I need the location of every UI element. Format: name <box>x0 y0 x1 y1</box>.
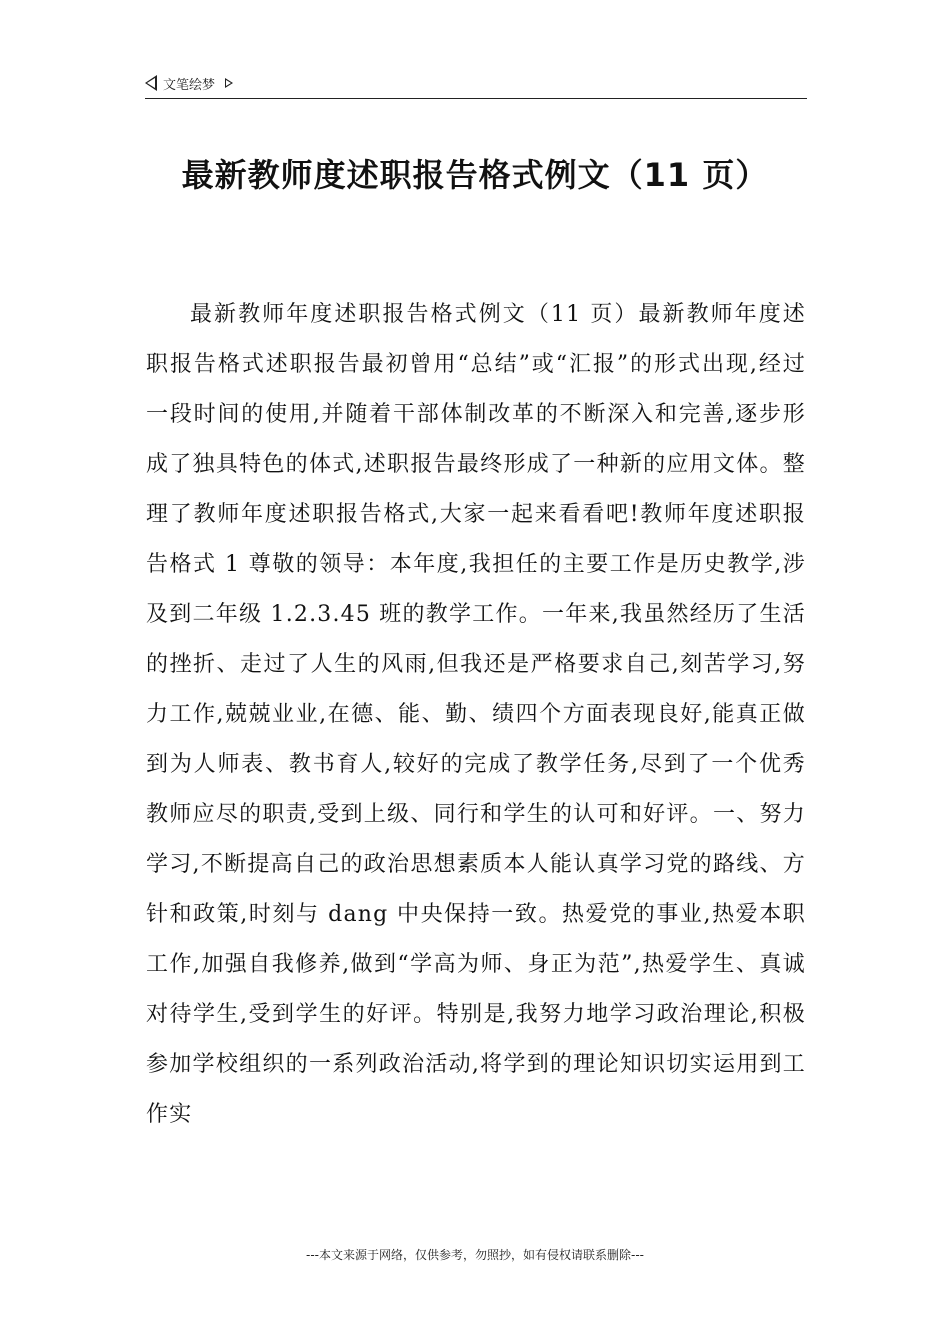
document-title: 最新教师度述职报告格式例文（11 页） <box>181 156 769 194</box>
triangle-right-icon <box>225 78 233 88</box>
footer-notice: ---本文来源于网络，仅供参考，勿照抄，如有侵权请联系删除--- <box>306 1248 644 1262</box>
triangle-left-icon <box>145 75 157 91</box>
page-header <box>145 74 807 99</box>
document-body: 最新教师年度述职报告格式例文（11 页）最新教师年度述职报告格式述职报告最初曾用“总结”或“汇报”的形式出现,经过一段时间的使用,并随着干部体制改革的不断深入和完善,逐步形成了独具特色的体式,述职报告最终形成了一种新的应用文体。整理了教师年度述职报告格式,大家一起来看看吧!教师年度述职报告格式 1 尊敬的领导：本年度,我担任的主要工作是历史教学,涉及到二年级 1.2.3.45 班的教学工作。一年来,我虽然经历了生活的挫折、走过了人生的风雨,但我还是严格要求自己,刻苦学习,努力工作,兢兢业业,在德、能、勤、绩四个方面表现良好,能真正做到为人师表、教书育人,较好的完成了教学任务,尽到了一个优秀教师应尽的职责,受到上级、同行和学生的认可和好评。一、努力学习,不断提高自己的政治思想素质本人能认真学习党的路线、方针和政策,时刻与 dang 中央保持一致。热爱党的事业,热爱本职工作,加强自我修养,做到“学高为师、身正为范”,热爱学生、真诚对待学生,受到学生的好评。特别是,我努力地学习政治理论,积极参加学校组织的一系列政治活动,将学到的理论知识切实运用到工作实 <box>146 302 806 1127</box>
header-brand: 文笔绘梦 <box>163 77 216 93</box>
